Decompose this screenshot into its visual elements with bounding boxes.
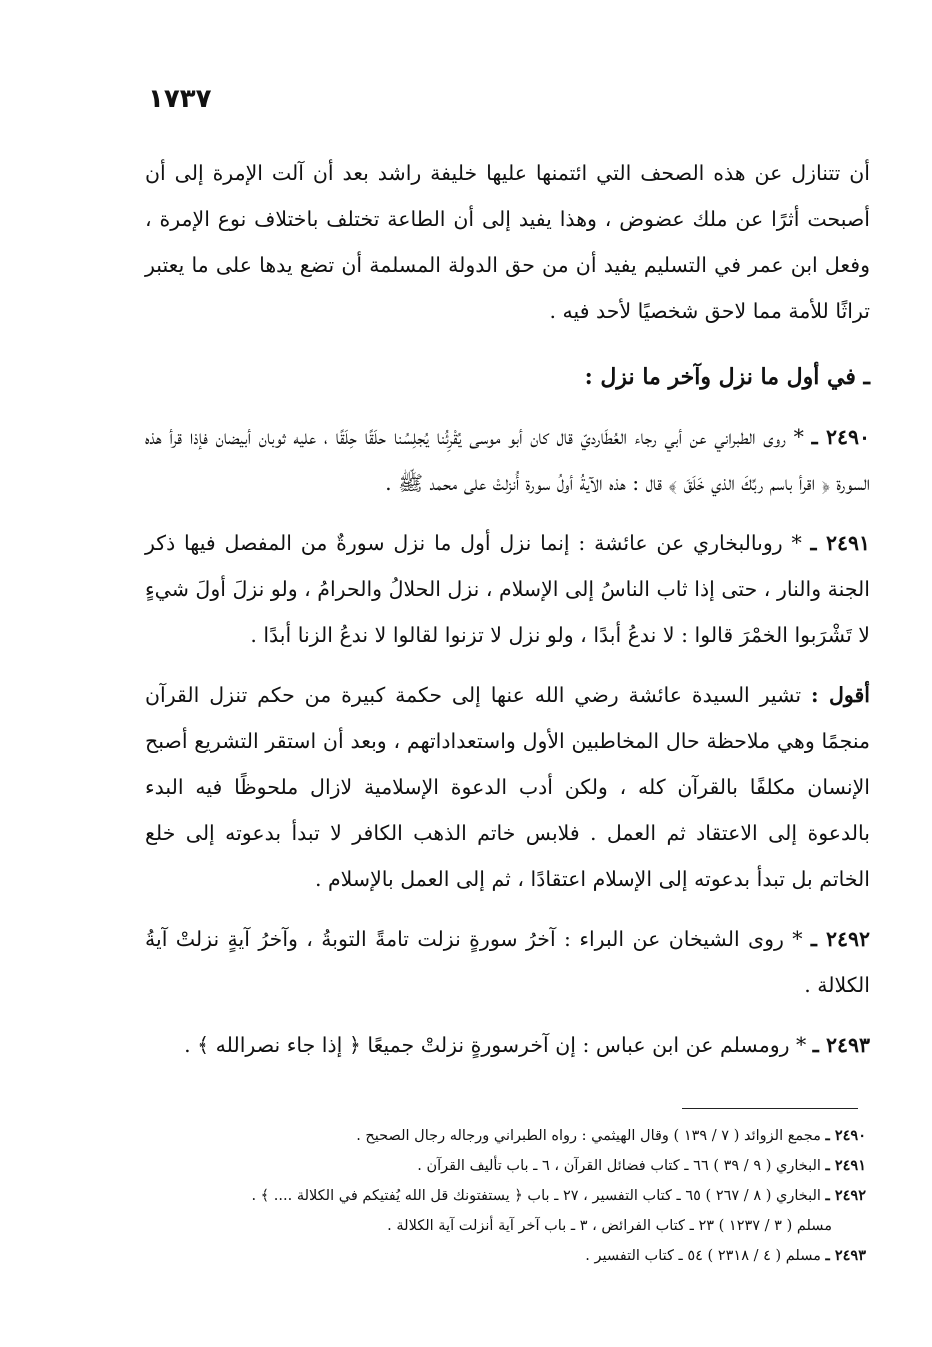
footnote-2493: [150, 1241, 866, 1271]
footnote-2492-continued: [150, 1211, 866, 1241]
footnote-2492: [150, 1181, 866, 1211]
main-text: [145, 150, 870, 1082]
footnote-text: مجمع الزوائد ( ٧ / ١٣٩ ) وقال الهيثمي : رواه الطبراني ورجاله رجال الصحيح .: [356, 1128, 821, 1144]
footnote-2490: [150, 1121, 866, 1151]
hadith-entry-2491: [145, 520, 870, 658]
footnote-text: مسلم ( ٣ / ١٢٣٧ ) ٢٣ ـ كتاب الفرائض ، ٣ ـ باب آخر آية أنزلت آية الكلالة .: [387, 1218, 832, 1234]
hadith-entry-2490: [145, 414, 870, 506]
footnote-2491: [150, 1151, 866, 1181]
footnote-number: ٢٤٩١ ـ: [825, 1157, 866, 1174]
hadith-text: * روىالبخاري عن عائشة : إنما نزل أول ما نزل سورةٌ من المفصل فيها ذكر الجنة والنار ، حتى إذا ثاب الناسُ إلى الإسلام ، نزل الحلالُ والحرامُ ، ولو نزلَ أولَ شيءٍ لا تَشْرَبوا الخمْرَ قالوا : لا ندعُ أبدًا ، ولو نزل لا تزنوا لقالوا لا ندعُ الزنا أبدًا .: [145, 531, 870, 647]
hadith-number: ٢٤٩٢ ـ: [810, 927, 870, 951]
hadith-entry-2492: [145, 916, 870, 1008]
commentary-paragraph: [145, 672, 870, 902]
section-heading: ـ في أول ما نزل وآخر ما نزل :: [584, 364, 870, 390]
intro-paragraph: أن تتنازل عن هذه الصحف التي ائتمنها عليها خليفة راشد بعد أن آلت الإمرة إلى أن أصبحت أثرًا عن ملك عضوض ، وهذا يفيد إلى أن الطاعة تختلف باختلاف نوع الإمرة ، وفعل ابن عمر في التسليم يفيد أن من حق الدولة المسلمة أن تضع يدها على ما يعتبر تراثًا للأمة مما لاحق شخصيًا لأحد فيه .: [145, 161, 870, 323]
hadith-number: ٢٤٩١ ـ: [810, 531, 870, 555]
footnotes: [150, 1121, 866, 1271]
footnote-separator: [682, 1108, 858, 1109]
footnote-text: مسلم ( ٤ / ٢٣١٨ ) ٥٤ ـ كتاب التفسير .: [585, 1248, 821, 1264]
commentary-label: أقول :: [810, 683, 870, 707]
hadith-text: * روى الشيخان عن البراء : آخرُ سورةٍ نزلت تامةً التوبةُ ، وآخرُ آيةٍ نزلتْ آيةُ الكلالة .: [145, 927, 870, 997]
footnote-text: البخاري ( ٨ / ٢٦٧ ) ٦٥ ـ كتاب التفسير ، ٢٧ ـ باب ﴿ يستفتونك قل الله يُفتيكم في الكلالة .... ﴾ .: [251, 1188, 821, 1204]
hadith-text: * روى الطبراني عن أبي رجاء العُطَارديّ قال كان أبو موسى يُقْرِئُنا يُجلِسُنا حلَقًا حِلَقًا ، عليه ثوبان أبيضان فإذا قرأ هذه السورة ﴿ اقرأ باسم ربِّكَ الذي خَلَقَ ﴾ قال : هذه الآيةُ أولُ سورة أُنزلتْ على محمد ﷺ .: [145, 425, 870, 495]
commentary-text: تشير السيدة عائشة رضي الله عنها إلى حكمة كبيرة من حكم تنزل القرآن منجمًا وهي ملاحظة حال المخاطبين الأول واستعداداتهم ، وبعد أن استقر التشريع أصبح الإنسان مكلفًا بالقرآن كله ، ولكن أدب الدعوة الإسلامية لازال ملحوظًا فيه البدء بالدعوة إلى الاعتقاد ثم العمل . فلابس خاتم الذهب الكافر لا تبدأ بدعوته إلى خلع الخاتم بل تبدأ بدعوته إلى الإسلام اعتقادًا ، ثم إلى العمل بالإسلام .: [145, 683, 870, 891]
hadith-number: ٢٤٩٠ ـ: [811, 425, 870, 449]
footnote-text: البخاري ( ٩ / ٣٩ ) ٦٦ ـ كتاب فضائل القرآن ، ٦ ـ باب تأليف القرآن .: [417, 1158, 821, 1174]
hadith-entry-2493: [145, 1022, 870, 1068]
footnote-number: ٢٤٩٣ ـ: [825, 1247, 866, 1264]
hadith-number: ٢٤٩٣ ـ: [812, 1033, 870, 1057]
hadith-text: * رومسلم عن ابن عباس : إن آخرسورةٍ نزلتْ جميعًا ﴿ إذا جاء نصرالله ﴾ .: [184, 1033, 807, 1057]
page-number: ١٧٣٧: [148, 84, 212, 114]
footnote-number: ٢٤٩٠ ـ: [825, 1127, 866, 1144]
footnote-number: ٢٤٩٢ ـ: [825, 1187, 866, 1204]
